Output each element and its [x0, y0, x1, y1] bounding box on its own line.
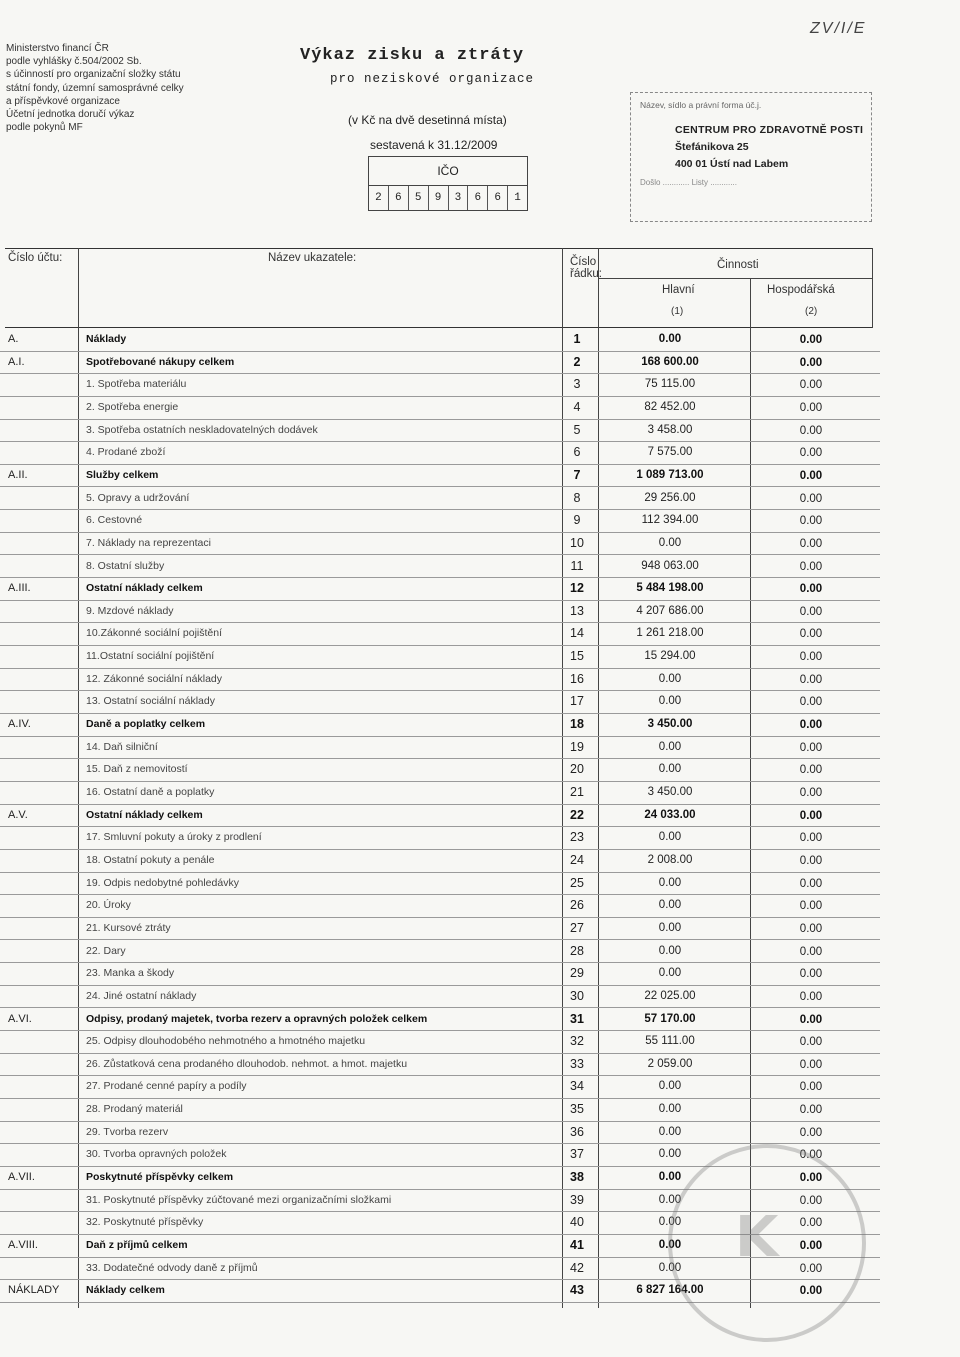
- row-main-value: 0.00: [658, 944, 682, 957]
- row-economic-value: 0.00: [799, 832, 823, 845]
- row-name: 33. Dodatečné odvody daně z příjmů: [86, 1261, 258, 1274]
- row-number: 26: [570, 898, 584, 913]
- row-name: 32. Poskytnuté příspěvky: [86, 1216, 204, 1229]
- row-code: A.III.: [8, 582, 31, 595]
- header-row-number: Číslo řádku:: [570, 256, 602, 280]
- row-name: 7. Náklady na reprezentaci: [86, 536, 211, 549]
- row-main-value: 0.00: [658, 695, 682, 708]
- header-line: [598, 278, 873, 279]
- note-line: státní fondy, územní samosprávné celky: [6, 82, 184, 94]
- row-number: 11: [570, 558, 584, 573]
- row-economic-value: 0.00: [799, 492, 823, 505]
- row-name: Odpisy, prodaný majetek, tvorba rezerv a opravných položek celkem: [86, 1012, 428, 1025]
- org-name: CENTRUM PRO ZDRAVOTNĚ POSTI: [675, 124, 864, 136]
- row-main-value: 0.00: [658, 1239, 682, 1251]
- row-main-value: 0.00: [658, 1261, 682, 1274]
- table-row: [0, 555, 880, 579]
- row-economic-value: 0.00: [799, 1194, 823, 1207]
- handwritten-mark: ZV/I/E: [810, 20, 867, 37]
- row-economic-value: 0.00: [799, 922, 823, 935]
- row-economic-value: 0.00: [799, 1149, 823, 1162]
- row-economic-value: 0.00: [799, 1081, 823, 1094]
- ministry-note: [6, 42, 256, 134]
- row-economic-value: 0.00: [799, 968, 823, 981]
- row-name: 2. Spotřeba energie: [86, 400, 179, 413]
- org-caption: Název, sídlo a právní forma úč.j.: [640, 100, 762, 110]
- table-row: [0, 917, 880, 941]
- header-economic-number: (2): [805, 306, 818, 317]
- row-code: A.I.: [8, 355, 25, 368]
- table-row: [0, 962, 880, 986]
- table-row: [0, 351, 880, 375]
- row-main-value: 6 827 164.00: [636, 1284, 704, 1297]
- table-row: [0, 328, 880, 352]
- row-economic-value: 0.00: [799, 334, 823, 346]
- row-main-value: 3 450.00: [647, 786, 693, 798]
- row-economic-value: 0.00: [799, 696, 823, 709]
- row-name: 12. Zákonné sociální náklady: [86, 672, 223, 685]
- ico-digit: 5: [409, 186, 429, 210]
- table-row: [0, 690, 880, 714]
- column-divider: [872, 248, 873, 328]
- row-number: 13: [570, 603, 584, 618]
- row-economic-value: 0.00: [799, 1172, 823, 1185]
- row-number: 35: [570, 1102, 584, 1117]
- row-economic-value: 0.00: [799, 900, 823, 913]
- row-economic-value: 0.00: [799, 1240, 823, 1252]
- row-economic-value: 0.00: [799, 764, 823, 777]
- row-economic-value: 0.00: [799, 854, 823, 867]
- table-row: [0, 804, 880, 828]
- row-main-value: 3 458.00: [647, 423, 693, 436]
- row-name: 18. Ostatní pokuty a penále: [86, 853, 215, 866]
- row-main-value: 55 111.00: [645, 1035, 695, 1048]
- row-main-value: 1 261 218.00: [636, 627, 704, 640]
- row-name: 10.Zákonné sociální pojištění: [86, 627, 223, 640]
- row-name: 27. Prodané cenné papíry a podíly: [86, 1080, 247, 1093]
- row-economic-value: 0.00: [799, 1126, 823, 1139]
- row-number: 6: [573, 445, 581, 460]
- compiled-date: sestavená k 31.12/2009: [370, 138, 498, 152]
- row-main-value: 168 600.00: [641, 355, 699, 368]
- table-row: [0, 668, 880, 692]
- row-economic-value: 0.00: [799, 537, 823, 550]
- table-row: [0, 419, 880, 443]
- table-row: [0, 622, 880, 646]
- row-number: 23: [570, 830, 584, 845]
- row-name: 26. Zůstatková cena prodaného dlouhodob. nehmot. a hmot. majetku: [86, 1057, 408, 1070]
- row-name: 13. Ostatní sociální náklady: [86, 695, 215, 708]
- row-main-value: 0.00: [658, 1193, 682, 1206]
- row-economic-value: 0.00: [799, 741, 823, 754]
- row-main-value: 0.00: [658, 967, 682, 980]
- row-name: Poskytnuté příspěvky celkem: [86, 1171, 234, 1184]
- row-number: 1: [573, 332, 581, 346]
- row-name: 4. Prodané zboží: [86, 446, 166, 459]
- row-main-value: 0.00: [658, 1171, 682, 1184]
- row-name: 5. Opravy a udržování: [86, 491, 190, 504]
- row-economic-value: 0.00: [799, 1058, 823, 1071]
- document-subtitle: pro neziskové organizace: [330, 72, 535, 86]
- ico-digit: 6: [389, 186, 409, 210]
- table-row: [0, 1121, 880, 1145]
- row-main-value: 0.00: [658, 1148, 682, 1161]
- row-number: 10: [570, 535, 584, 550]
- row-number: 2: [573, 354, 581, 369]
- row-name: 16. Ostatní daně a poplatky: [86, 786, 215, 798]
- ico-digit: 6: [468, 186, 488, 210]
- row-economic-value: 0.00: [799, 673, 823, 686]
- row-economic-value: 0.00: [799, 877, 823, 890]
- row-main-value: 57 170.00: [644, 1012, 696, 1025]
- unit-note: (v Kč na dvě desetinná místa): [348, 113, 507, 127]
- row-number: 5: [573, 422, 581, 437]
- row-name: 11.Ostatní sociální pojištění: [86, 650, 215, 663]
- row-main-value: 29 256.00: [644, 491, 696, 504]
- row-main-value: 948 063.00: [641, 559, 699, 572]
- org-street: Štefánikova 25: [675, 141, 749, 153]
- organization-box: [630, 92, 872, 222]
- row-number: 37: [570, 1147, 584, 1162]
- table-row: [0, 509, 880, 533]
- stamp-logo: K: [735, 1205, 779, 1270]
- row-economic-value: 0.00: [799, 424, 823, 437]
- header-activity: Činnosti: [717, 259, 759, 271]
- row-economic-value: 0.00: [799, 1104, 823, 1117]
- row-economic-value: 0.00: [799, 809, 823, 822]
- row-name: 3. Spotřeba ostatních neskladovatelných dodávek: [86, 423, 318, 436]
- row-number: 41: [570, 1238, 584, 1252]
- ico-box: [368, 156, 528, 211]
- table-row: [0, 464, 880, 488]
- table-row: [0, 872, 880, 896]
- row-name: Náklady: [86, 333, 127, 345]
- row-name: 29. Tvorba rezerv: [86, 1125, 169, 1138]
- row-number: 40: [570, 1215, 584, 1230]
- row-name: 31. Poskytnuté příspěvky zúčtované mezi organizačními složkami: [86, 1193, 392, 1206]
- note-line: podle vyhlášky č.504/2002 Sb.: [6, 56, 142, 68]
- row-name: Ostatní náklady celkem: [86, 582, 203, 595]
- row-number: 25: [570, 875, 584, 890]
- row-main-value: 0.00: [658, 1103, 682, 1116]
- row-main-value: 0.00: [658, 921, 682, 934]
- row-main-value: 3 450.00: [647, 718, 693, 731]
- row-name: 14. Daň silniční: [86, 740, 158, 753]
- row-main-value: 1 089 713.00: [636, 468, 704, 481]
- row-main-value: 2 008.00: [647, 853, 693, 866]
- org-receipt-lines: Došlo ............ Listy ............: [640, 178, 737, 187]
- table-row: [0, 532, 880, 556]
- row-name: Ostatní náklady celkem: [86, 808, 203, 821]
- row-code: A.VII.: [8, 1171, 35, 1184]
- header-economic: Hospodářská: [767, 284, 835, 296]
- table-row: [0, 1008, 880, 1032]
- row-main-value: 0.00: [658, 1216, 682, 1229]
- row-main-value: 15 294.00: [644, 650, 696, 663]
- row-number: 30: [570, 988, 584, 1003]
- note-line: podle pokynů MF: [6, 122, 83, 134]
- row-code: A.VIII.: [8, 1239, 38, 1251]
- table-row: [0, 1098, 880, 1122]
- row-number: 43: [570, 1283, 584, 1298]
- header-main: Hlavní: [662, 284, 695, 296]
- row-number: 3: [573, 377, 581, 392]
- row-number: 14: [570, 626, 584, 641]
- row-number: 31: [570, 1011, 584, 1026]
- row-name: Služby celkem: [86, 468, 159, 481]
- note-line: s účinností pro organizační složky státu: [6, 69, 181, 81]
- row-name: 24. Jiné ostatní náklady: [86, 989, 197, 1002]
- table-row: [0, 985, 880, 1009]
- row-economic-value: 0.00: [799, 1217, 823, 1230]
- row-economic-value: 0.00: [799, 583, 823, 596]
- table-row: [0, 1053, 880, 1077]
- row-code: A.: [8, 333, 19, 345]
- row-number: 29: [570, 966, 584, 981]
- row-economic-value: 0.00: [799, 651, 823, 664]
- row-main-value: 7 575.00: [647, 446, 693, 459]
- row-number: 42: [570, 1260, 584, 1275]
- row-main-value: 112 394.00: [641, 514, 699, 527]
- row-main-value: 2 059.00: [647, 1057, 693, 1070]
- row-economic-value: 0.00: [799, 990, 823, 1003]
- row-economic-value: 0.00: [799, 1285, 823, 1298]
- row-number: 38: [570, 1170, 584, 1185]
- row-name: 30. Tvorba opravných položek: [86, 1148, 227, 1161]
- row-name: Daň z příjmů celkem: [86, 1239, 188, 1251]
- header-account: Číslo účtu:: [8, 252, 63, 264]
- table-row: [0, 826, 880, 850]
- ico-digit: 9: [429, 186, 449, 210]
- table-row: [0, 396, 880, 420]
- row-economic-value: 0.00: [799, 605, 823, 618]
- row-name: 20. Úroky: [86, 899, 131, 912]
- note-line: Účetní jednotka doručí výkaz: [6, 109, 135, 121]
- row-name: 1. Spotřeba materiálu: [86, 378, 187, 391]
- row-main-value: 0.00: [658, 899, 682, 912]
- table-row: [0, 1030, 880, 1054]
- ico-digit: 3: [449, 186, 469, 210]
- row-number: 18: [570, 717, 584, 732]
- ico-digit: 2: [369, 186, 389, 210]
- row-economic-value: 0.00: [799, 469, 823, 482]
- row-main-value: 0.00: [658, 1125, 682, 1138]
- table-row: [0, 1075, 880, 1099]
- table-row: [0, 758, 880, 782]
- row-economic-value: 0.00: [799, 447, 823, 460]
- row-economic-value: 0.00: [799, 401, 823, 414]
- row-name: Náklady celkem: [86, 1284, 165, 1297]
- row-number: 39: [570, 1192, 584, 1207]
- ico-label: IČO: [369, 157, 527, 186]
- row-name: 8. Ostatní služby: [86, 559, 165, 572]
- ico-digits: [369, 186, 527, 210]
- row-main-value: 0.00: [658, 763, 682, 776]
- table-row: [0, 940, 880, 964]
- row-main-value: 75 115.00: [644, 378, 696, 391]
- row-number: 20: [570, 762, 584, 777]
- row-economic-value: 0.00: [799, 1036, 823, 1049]
- row-economic-value: 0.00: [799, 356, 823, 369]
- row-main-value: 4 207 686.00: [636, 604, 704, 617]
- row-code: A.IV.: [8, 718, 31, 731]
- row-number: 12: [570, 581, 584, 596]
- row-code: NÁKLADY: [8, 1284, 60, 1297]
- row-number: 7: [573, 467, 581, 482]
- row-number: 34: [570, 1079, 584, 1094]
- row-main-value: 0.00: [658, 536, 682, 549]
- table-row: [0, 849, 880, 873]
- row-economic-value: 0.00: [799, 945, 823, 958]
- ico-digit: 1: [514, 192, 521, 204]
- row-main-value: 0.00: [658, 740, 682, 753]
- row-number: 24: [570, 852, 584, 867]
- row-main-value: 24 033.00: [644, 808, 696, 821]
- row-name: 17. Smluvní pokuty a úroky z prodlení: [86, 831, 262, 844]
- row-number: 22: [570, 807, 584, 822]
- table-row: [0, 373, 880, 397]
- row-economic-value: 0.00: [799, 515, 823, 528]
- document-title: Výkaz zisku a ztráty: [300, 46, 525, 65]
- row-number: 32: [570, 1034, 584, 1049]
- row-name: 25. Odpisy dlouhodobého nehmotného a hmotného majetku: [86, 1035, 366, 1048]
- row-economic-value: 0.00: [799, 1013, 823, 1026]
- row-economic-value: 0.00: [799, 379, 823, 392]
- table-row: [0, 600, 880, 624]
- row-main-value: 82 452.00: [644, 400, 696, 413]
- row-main-value: 0.00: [658, 672, 682, 685]
- row-number: 19: [570, 739, 584, 754]
- table-row: [0, 736, 880, 760]
- table-row: [0, 441, 880, 465]
- row-main-value: 22 025.00: [644, 989, 696, 1002]
- row-name: 19. Odpis nedobytné pohledávky: [86, 876, 239, 889]
- table-row: [0, 781, 880, 805]
- note-line: Ministerstvo financí ČR: [6, 43, 109, 54]
- table-row: [0, 713, 880, 737]
- row-number: 15: [570, 649, 584, 664]
- row-main-value: 0.00: [658, 333, 682, 345]
- row-code: A.V.: [8, 808, 28, 821]
- note-line: a příspěvkové organizace: [6, 95, 120, 107]
- row-name: Daně a poplatky celkem: [86, 718, 206, 731]
- row-main-value: 0.00: [658, 876, 682, 889]
- row-economic-value: 0.00: [799, 560, 823, 573]
- org-city: 400 01 Ústí nad Labem: [675, 158, 789, 170]
- row-number: 17: [570, 694, 584, 709]
- row-name: 15. Daň z nemovitostí: [86, 763, 188, 776]
- row-number: 21: [570, 785, 584, 799]
- row-economic-value: 0.00: [799, 719, 823, 732]
- row-code: A.II.: [8, 468, 28, 481]
- header-name: Název ukazatele:: [268, 252, 357, 264]
- row-number: 8: [573, 490, 581, 505]
- row-main-value: 5 484 198.00: [636, 582, 704, 595]
- table-row: [0, 577, 880, 601]
- row-number: 16: [570, 671, 584, 686]
- row-number: 27: [570, 920, 584, 935]
- table-row: [0, 487, 880, 511]
- row-number: 9: [573, 513, 581, 528]
- ico-digit: 6: [488, 186, 508, 210]
- row-name: 28. Prodaný materiál: [86, 1103, 183, 1116]
- row-name: 9. Mzdové náklady: [86, 604, 174, 617]
- row-economic-value: 0.00: [799, 1262, 823, 1275]
- row-code: A.VI.: [8, 1012, 32, 1025]
- row-number: 36: [570, 1124, 584, 1139]
- table-row: [0, 894, 880, 918]
- row-economic-value: 0.00: [799, 628, 823, 641]
- row-number: 33: [570, 1056, 584, 1071]
- header-main-number: (1): [671, 306, 684, 317]
- row-economic-value: 0.00: [799, 787, 823, 799]
- row-name: 22. Dary: [86, 944, 126, 957]
- row-name: 21. Kursové ztráty: [86, 921, 171, 934]
- row-main-value: 0.00: [658, 831, 682, 844]
- row-main-value: 0.00: [658, 1080, 682, 1093]
- table-row: [0, 645, 880, 669]
- row-number: 28: [570, 943, 584, 958]
- row-name: 23. Manka a škody: [86, 967, 175, 980]
- row-name: 6. Cestovné: [86, 514, 143, 527]
- row-name: Spotřebované nákupy celkem: [86, 355, 235, 368]
- row-number: 4: [573, 399, 581, 414]
